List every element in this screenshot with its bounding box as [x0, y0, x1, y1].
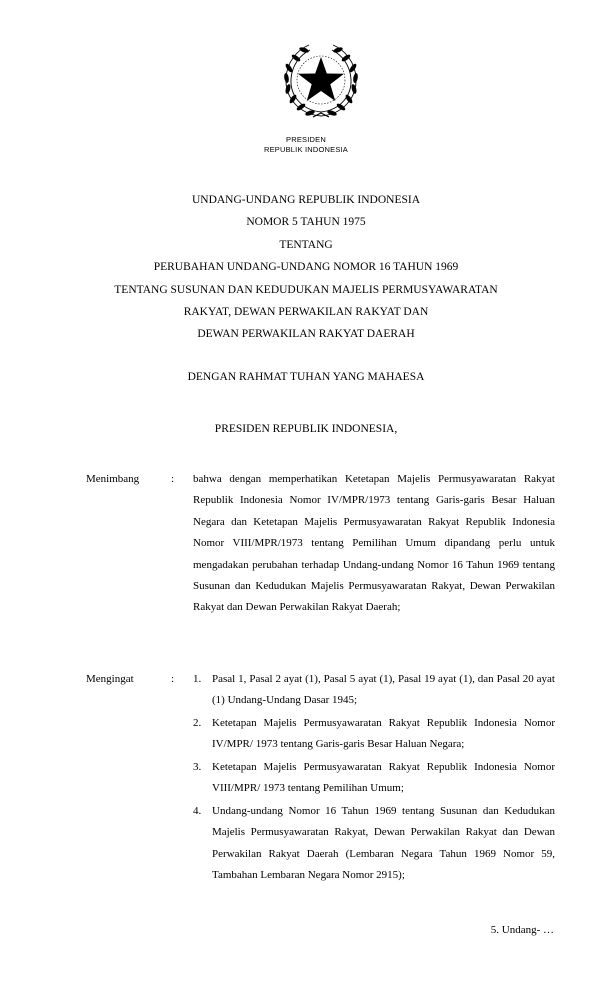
garuda-star-wreath-icon [279, 38, 363, 122]
title-line: TENTANG SUSUNAN DAN KEDUDUKAN MAJELIS PERMUSYAWARATAN [114, 283, 498, 296]
mengingat-item-number: 3. [193, 761, 202, 773]
header-line-republik: REPUBLIK INDONESIA [263, 145, 349, 154]
mengingat-item-text: Pasal 1, Pasal 2 ayat (1), Pasal 5 ayat (1), Pasal 19 ayat (1), dan Pasal 20 ayat (1) Undang-Undang Dasar 1945; [212, 673, 555, 707]
mengingat-item-number: 4. [193, 805, 202, 817]
title-line: DEWAN PERWAKILAN RAKYAT DAERAH [197, 328, 415, 341]
title-line: TENTANG [279, 238, 333, 251]
mengingat-label: Mengingat [86, 673, 134, 685]
mengingat-item-text: Ketetapan Majelis Permusyawaratan Rakyat Republik Indonesia Nomor VIII/MPR/ 1973 tentang Pemilihan Umum; [212, 761, 555, 795]
menimbang-label: Menimbang [86, 473, 140, 485]
title-line: PERUBAHAN UNDANG-UNDANG NOMOR 16 TAHUN 1969 [153, 261, 459, 274]
mengingat-item-text: Ketetapan Majelis Permusyawaratan Rakyat Republik Indonesia Nomor IV/MPR/ 1973 tentang Garis-garis Besar Haluan Negara; [212, 717, 555, 751]
header-line-presiden: PRESIDEN [286, 135, 326, 144]
document-title [0, 189, 612, 346]
title-line: NOMOR 5 TAHUN 1975 [246, 216, 366, 229]
title-line: UNDANG-UNDANG REPUBLIK INDONESIA [191, 194, 421, 206]
mengingat-colon: : [171, 673, 175, 685]
mengingat-item-number: 2. [193, 717, 202, 729]
blessing-line: DENGAN RAHMAT TUHAN YANG MAHAESA [187, 371, 425, 383]
menimbang-colon: : [171, 473, 175, 485]
mengingat-item-text: Undang-undang Nomor 16 Tahun 1969 tentang Susunan dan Kedudukan Majelis Permusyawaratan Rakyat, Dewan Perwakilan Rakyat dan Dewan Perwakilan Rakyat Daerah (Lembaran Negara Tahun 1969 Nomor 59, Tambahan Lembaran Negara Nomor 2915); [212, 805, 555, 882]
menimbang-text: bahwa dengan memperhatikan Ketetapan Majelis Permusyawaratan Rakyat Republik Indonesia Nomor IV/MPR/1973 tentang Garis-garis Besar Haluan Negara dan Ketetapan Majelis Permusyawaratan Rakyat Republik Indonesia Nomor VIII/MPR/1973 tentang Pemilihan Umum dipandang perlu untuk mengadakan perubahan terhadap Undang-undang Nomor 16 Tahun 1969 tentang Susunan dan Kedudukan Majelis Permusyawaratan Rakyat, Dewan Perwakilan Rakyat dan Dewan Perwakilan Rakyat Daerah; [193, 473, 555, 614]
next-page-reference: 5. Undang- … [490, 924, 554, 936]
mengingat-item-number: 1. [193, 673, 202, 685]
president-line: PRESIDEN REPUBLIK INDONESIA, [214, 423, 398, 435]
title-line: RAKYAT, DEWAN PERWAKILAN RAKYAT DAN [183, 305, 429, 318]
